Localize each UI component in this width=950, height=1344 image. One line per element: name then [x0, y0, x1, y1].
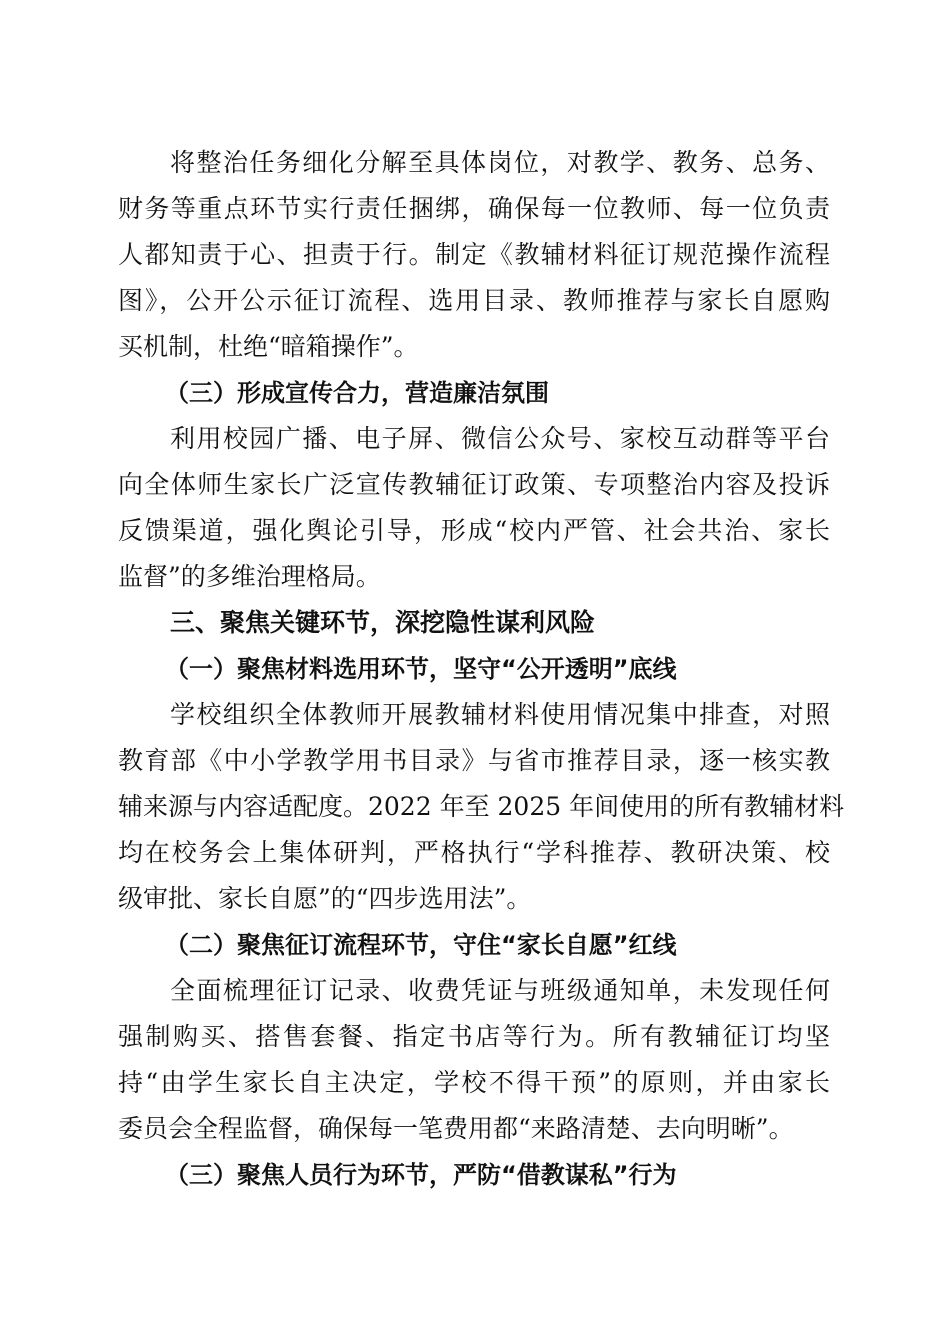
subsection-heading: （三）聚焦人员行为环节，严防“借教谋私”行为 — [165, 1161, 677, 1189]
paragraph-line: 委员会全程监督，确保每一笔费用都“来路清楚、去向明晰”。 — [118, 1114, 794, 1143]
paragraph-line: 均在校务会上集体研判，严格执行“学科推荐、教研决策、校 — [118, 838, 830, 867]
paragraph-line: 人都知责于心、担责于行。制定《教辅材料征订规范操作流程 — [118, 240, 830, 269]
paragraph-line: 向全体师生家长广泛宣传教辅征订政策、专项整治内容及投诉 — [118, 470, 830, 499]
paragraph-line: 反馈渠道，强化舆论引导，形成“校内严管、社会共治、家长 — [118, 516, 830, 545]
paragraph-line: 教育部《中小学教学用书目录》与省市推荐目录，逐一核实教 — [118, 746, 830, 775]
paragraph-line: 财务等重点环节实行责任捆绑，确保每一位教师、每一位负责 — [118, 194, 830, 223]
paragraph-line: 监督”的多维治理格局。 — [118, 562, 381, 591]
paragraph-line: 持“由学生家长自主决定，学校不得干预”的原则，并由家长 — [118, 1068, 830, 1097]
paragraph-line: 强制购买、搭售套餐、指定书店等行为。所有教辅征订均坚 — [118, 1022, 830, 1051]
paragraph-line: 级审批、家长自愿”的“四步选用法”。 — [118, 884, 532, 913]
paragraph-line: 学校组织全体教师开展教辅材料使用情况集中排查，对照 — [170, 700, 830, 729]
paragraph-line: 利用校园广播、电子屏、微信公众号、家校互动群等平台 — [170, 424, 830, 453]
subsection-heading: （一）聚焦材料选用环节，坚守“公开透明”底线 — [165, 655, 677, 683]
section-heading: 三、聚焦关键环节，深挖隐性谋利风险 — [170, 608, 596, 637]
paragraph-line: 将整治任务细化分解至具体岗位，对教学、教务、总务、 — [170, 148, 830, 177]
subsection-heading: （二）聚焦征订流程环节，守住“家长自愿”红线 — [165, 931, 677, 959]
paragraph-line: 辅来源与内容适配度。2022 年至 2025 年间使用的所有教辅材料 — [118, 792, 845, 821]
paragraph-line: 买机制，杜绝“暗箱操作”。 — [118, 332, 419, 361]
subsection-heading: （三）形成宣传合力，营造廉洁氛围 — [165, 379, 549, 407]
paragraph-line: 图》，公开公示征订流程、选用目录、教师推荐与家长自愿购 — [118, 286, 830, 315]
paragraph-line: 全面梳理征订记录、收费凭证与班级通知单，未发现任何 — [170, 976, 830, 1005]
